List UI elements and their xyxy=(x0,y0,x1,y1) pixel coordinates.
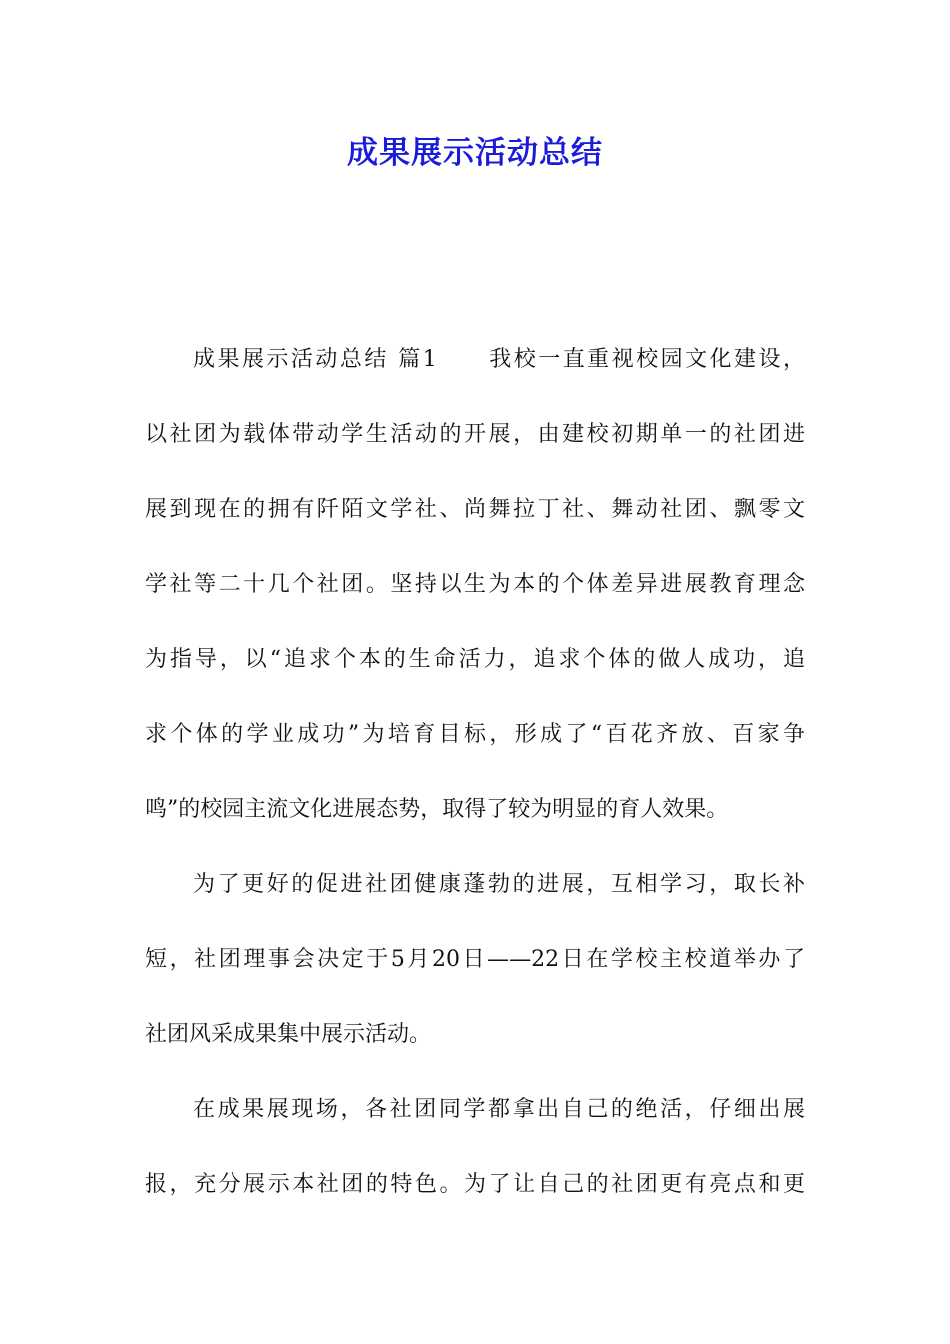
paragraph-line: 求个体的学业成功”为培育目标，形成了“百花齐放、百家争 xyxy=(145,722,805,747)
paragraph-line: 以社团为载体带动学生活动的开展，由建校初期单一的社团进 xyxy=(145,422,805,447)
paragraph-line: 社团风采成果集中展示活动。 xyxy=(145,1022,432,1047)
paragraph-line xyxy=(193,340,805,380)
paragraph-line: 展到现在的拥有阡陌文学社、尚舞拉丁社、舞动社团、飘零文 xyxy=(145,497,805,522)
section-heading: 成果展示活动总结 篇1 xyxy=(193,347,437,372)
paragraph-line: 为了更好的促进社团健康蓬勃的进展，互相学习，取长补 xyxy=(193,872,805,897)
paragraph-line: 在成果展现场，各社团同学都拿出自己的绝活，仔细出展 xyxy=(193,1097,805,1122)
document-title: 成果展示活动总结 xyxy=(347,135,603,171)
paragraph-line: 报，充分展示本社团的特色。为了让自己的社团更有亮点和更 xyxy=(145,1172,805,1197)
line-text: 我校一直重视校园文化建设， xyxy=(486,347,805,372)
paragraph-line: 短，社团理事会决定于5月20日——22日在学校主校道举办了 xyxy=(145,947,805,972)
paragraph-line: 学社等二十几个社团。坚持以生为本的个体差异进展教育理念 xyxy=(145,572,805,597)
paragraph-line: 为指导，以“追求个本的生命活力，追求个体的做人成功，追 xyxy=(145,647,805,672)
paragraph-line: 鸣”的校园主流文化进展态势，取得了较为明显的育人效果。 xyxy=(145,797,729,822)
